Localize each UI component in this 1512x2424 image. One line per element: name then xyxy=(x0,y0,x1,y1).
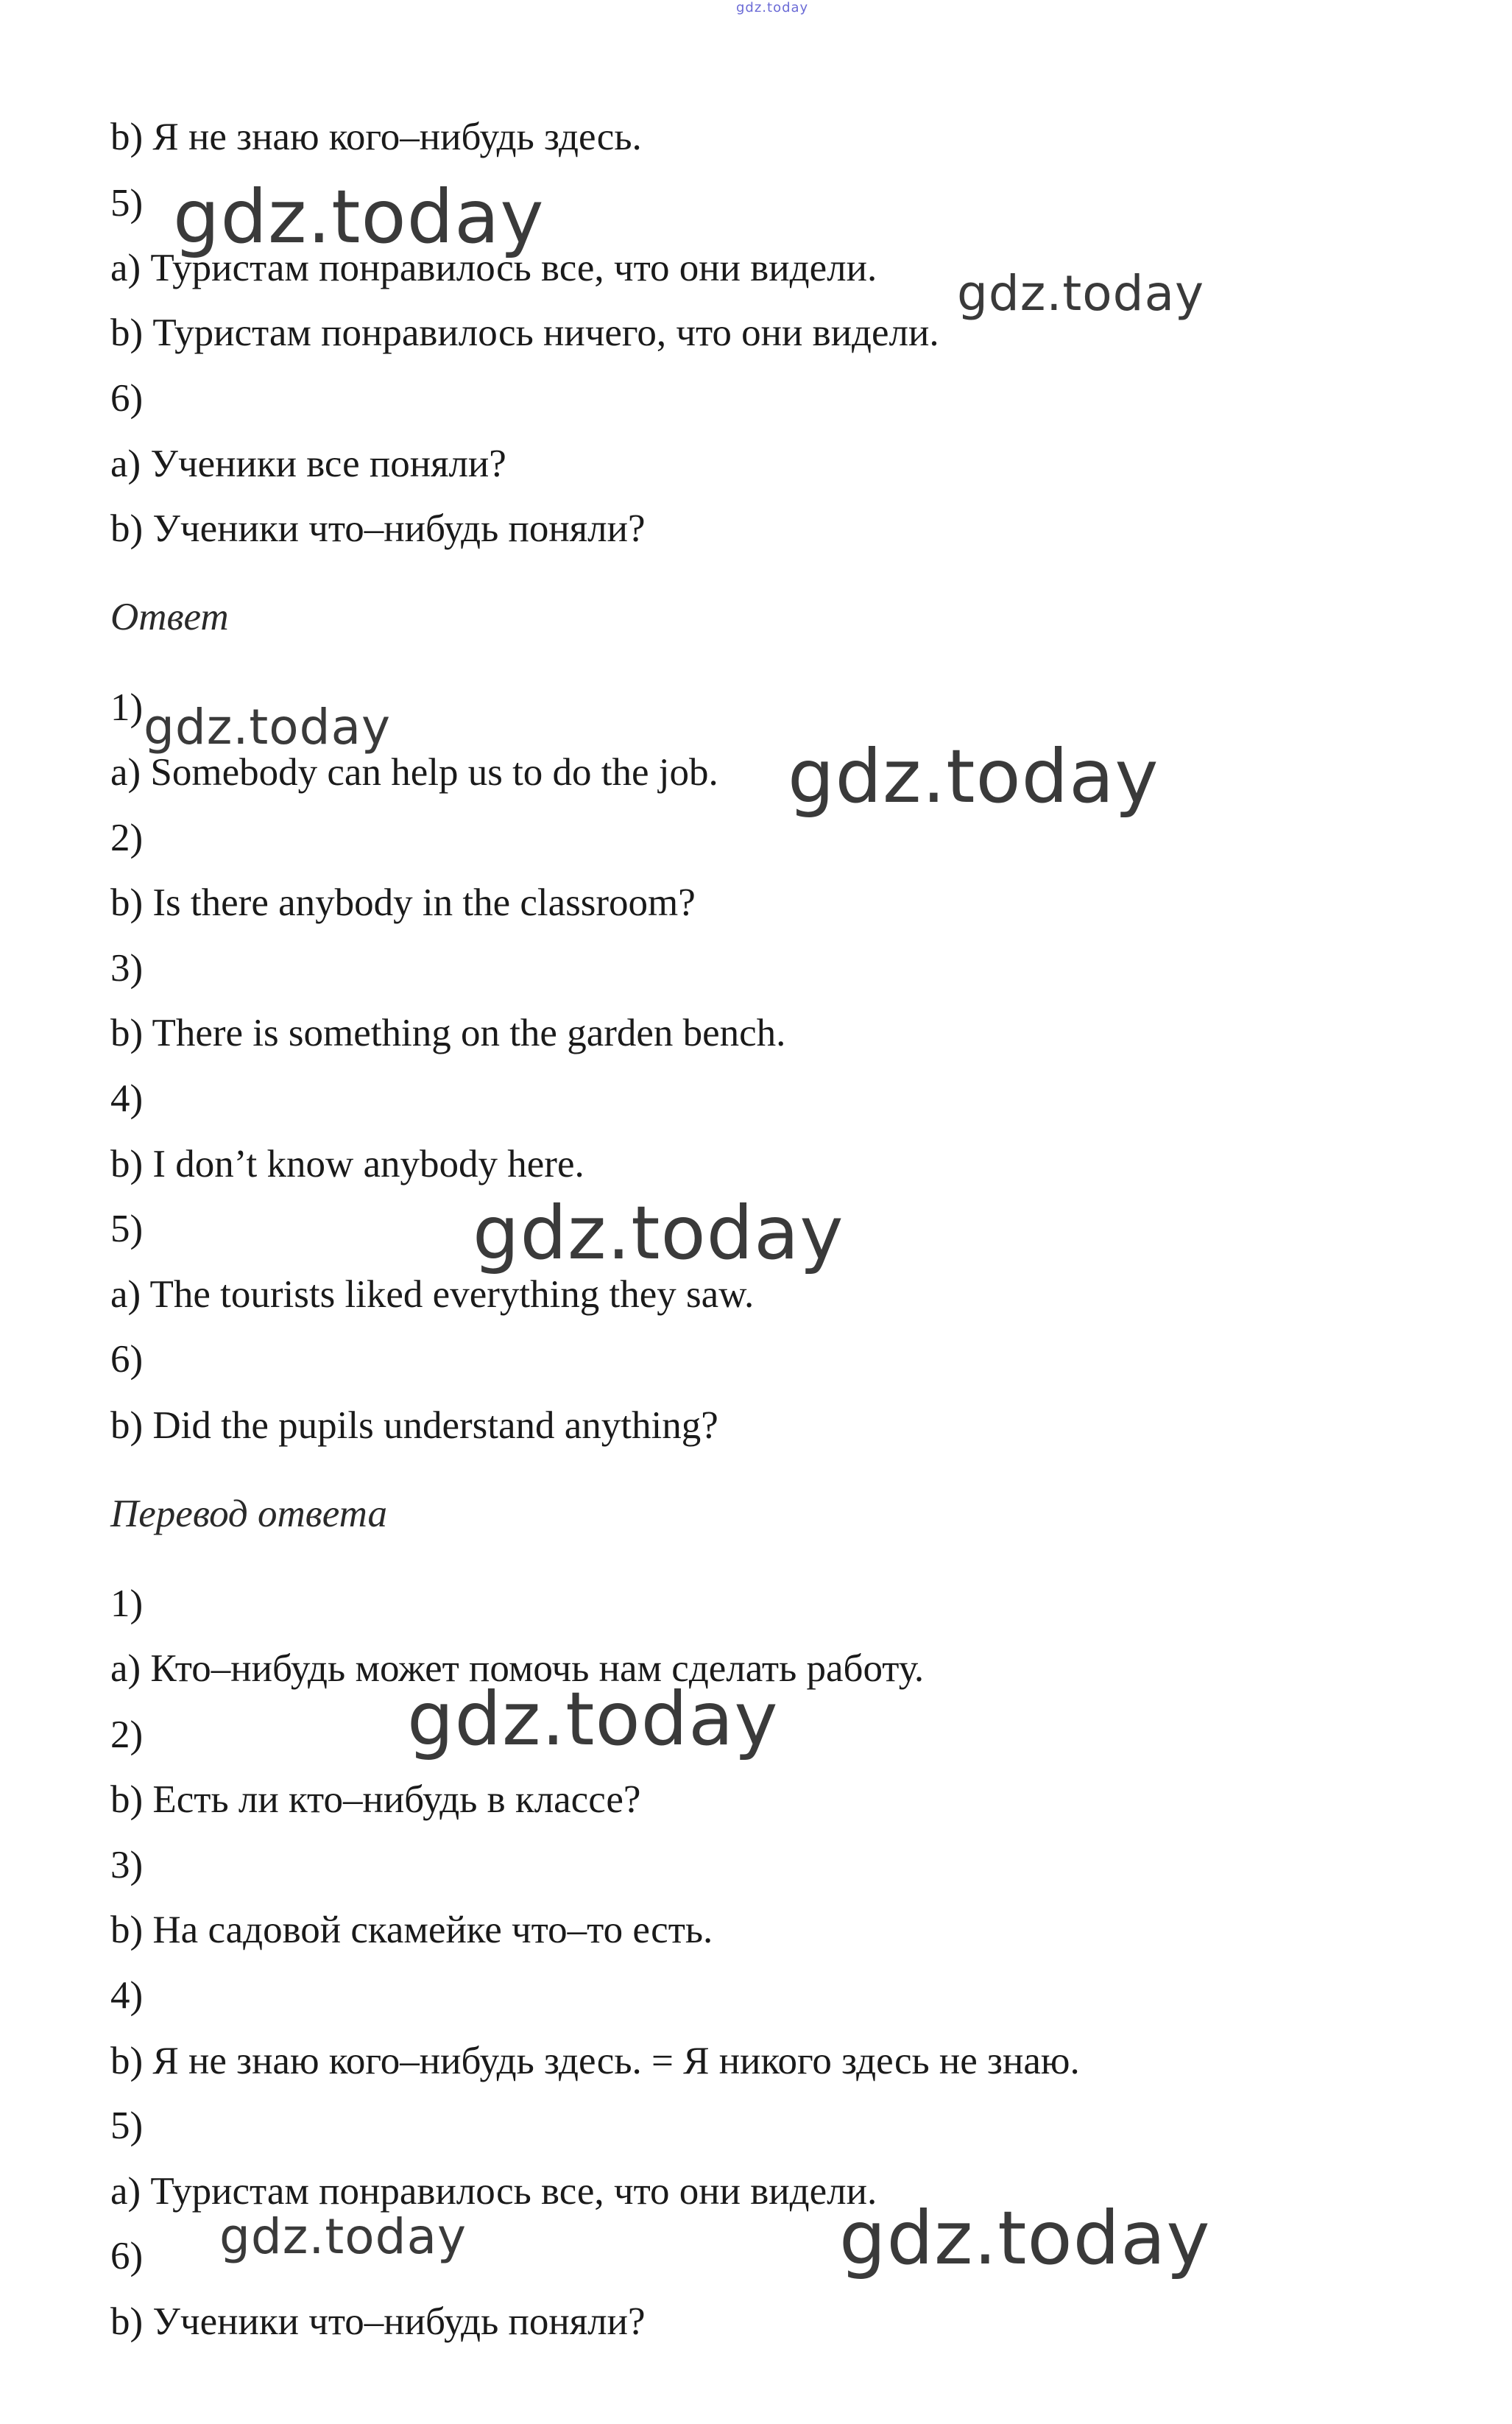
answer-text: a) Somebody can help us to do the job. xyxy=(110,751,718,794)
translation-text: b) Ученики что–нибудь поняли? xyxy=(110,2300,646,2343)
answer-text: b) I don’t know anybody here. xyxy=(110,1143,584,1185)
translation-number: 6) xyxy=(110,2235,144,2277)
answer-number: 1) xyxy=(110,686,144,729)
translation-text: b) Я не знаю кого–нибудь здесь. = Я никого здесь не знаю. xyxy=(110,2040,1080,2082)
exercise-item-6a: a) Ученики все поняли? xyxy=(110,443,506,485)
exercise-number-5: 5) xyxy=(110,182,144,225)
watermark: gdz.today xyxy=(219,2208,467,2265)
watermark: gdz.today xyxy=(173,174,545,260)
watermark: gdz.today xyxy=(407,1676,779,1762)
exercise-item-5b: b) Туристам понравилось ничего, что они видели. xyxy=(110,311,939,354)
answer-number: 2) xyxy=(110,817,144,859)
translation-number: 5) xyxy=(110,2104,144,2147)
watermark: gdz.today xyxy=(473,1190,844,1276)
answer-text: b) Did the pupils understand anything? xyxy=(110,1404,718,1447)
exercise-item-5a: a) Туристам понравилось все, что они видели. xyxy=(110,247,877,289)
answer-text: b) There is something on the garden bench. xyxy=(110,1012,786,1054)
translation-number: 3) xyxy=(110,1844,144,1886)
answer-number: 3) xyxy=(110,947,144,990)
exercise-item-6b: b) Ученики что–нибудь поняли? xyxy=(110,507,646,550)
answer-number: 4) xyxy=(110,1077,144,1120)
exercise-item-4b: b) Я не знаю кого–нибудь здесь. xyxy=(110,116,642,158)
top-watermark: gdz.today xyxy=(736,0,809,15)
answer-heading: Ответ xyxy=(110,596,229,638)
watermark: gdz.today xyxy=(144,699,392,755)
watermark: gdz.today xyxy=(957,265,1205,322)
translation-text: b) На садовой скамейке что–то есть. xyxy=(110,1909,713,1951)
translation-text: a) Кто–нибудь может помочь нам сделать работу. xyxy=(110,1647,925,1690)
translation-number: 4) xyxy=(110,1974,144,2017)
translation-number: 1) xyxy=(110,1582,144,1625)
watermark: gdz.today xyxy=(839,2195,1211,2281)
answer-text: b) Is there anybody in the classroom? xyxy=(110,881,696,924)
answer-number: 5) xyxy=(110,1208,144,1250)
translation-heading: Перевод ответа xyxy=(110,1493,388,1535)
answer-text: a) The tourists liked everything they saw. xyxy=(110,1273,755,1316)
exercise-number-6: 6) xyxy=(110,377,144,420)
watermark: gdz.today xyxy=(788,733,1159,820)
translation-number: 2) xyxy=(110,1713,144,1756)
answer-number: 6) xyxy=(110,1338,144,1381)
translation-text: a) Туристам понравилось все, что они видели. xyxy=(110,2170,877,2213)
translation-text: b) Есть ли кто–нибудь в классе? xyxy=(110,1778,641,1821)
